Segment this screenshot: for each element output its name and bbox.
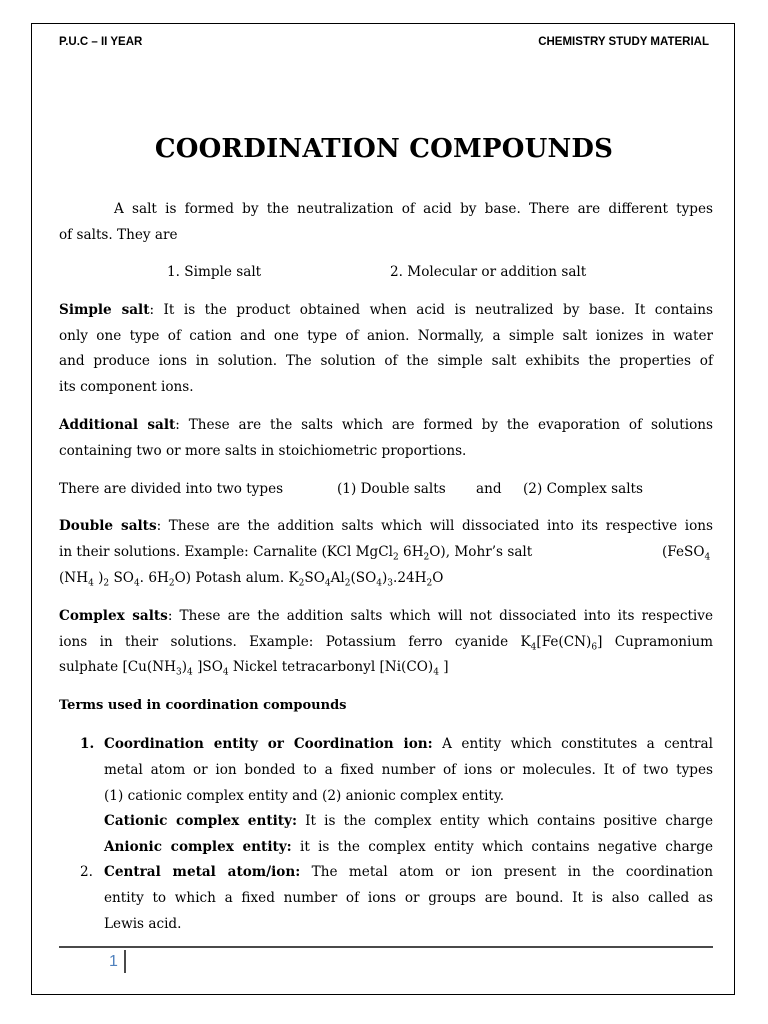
term-1-line-2: metal atom or ion bonded to a fixed number of ions or molecules. It of two types xyxy=(104,762,713,778)
simple-salt-line-1: Simple salt: It is the product obtained when acid is neutralized by base. It contains xyxy=(59,302,713,318)
term-2-line-1: Central metal atom/ion: The metal atom or ion present in the coordination xyxy=(104,864,713,880)
term-1-number: 1. xyxy=(80,736,95,752)
footer-rule xyxy=(59,946,713,948)
simple-salt-line-2: only one type of cation and one type of anion. Normally, a simple salt ionizes in water xyxy=(59,328,713,344)
divided-text: There are divided into two types xyxy=(59,481,284,497)
double-salts-mohr-formula: (FeSO$_4$ xyxy=(662,544,711,563)
divided-type-2: (2) Complex salts xyxy=(523,481,644,497)
double-salts-line-2: in their solutions. Example: Carnalite (KCl MgCl$_2$ $6H_2O$), Mohr’s salt xyxy=(59,544,533,563)
intro-line-2: of salts. They are xyxy=(59,227,178,243)
divided-type-1: (1) Double salts xyxy=(337,481,446,497)
double-salts-line-1: Double salts: These are the addition salts which will dissociated into its respective ions xyxy=(59,518,713,534)
term-1-sub-1: Cationic complex entity: It is the complex entity which contains positive charge xyxy=(104,813,714,829)
complex-salts-line-1: Complex salts: These are the addition salts which will not dissociated into its respective xyxy=(59,608,713,624)
term-1-line-3: (1) cationic complex entity and (2) anionic complex entity. xyxy=(104,788,505,804)
complex-salts-term: Complex salts xyxy=(59,608,168,624)
additional-salt-term: Additional salt xyxy=(59,417,176,433)
term-2-line-2: entity to which a fixed number of ions or groups are bound. It is also called as xyxy=(104,890,713,906)
terms-heading: Terms used in coordination compounds xyxy=(59,698,347,713)
intro-line-1: A salt is formed by the neutralization of acid by base. There are different types xyxy=(114,201,713,217)
simple-salt-line-4: its component ions. xyxy=(59,379,194,395)
term-2-number: 2. xyxy=(80,864,93,880)
additional-salt-line-1: Additional salt: These are the salts which are formed by the evaporation of solutions xyxy=(59,417,713,433)
double-salts-term: Double salts xyxy=(59,518,157,534)
complex-salts-line-2: ions in their solutions. Example: Potassium ferro cyanide $K_4[Fe(CN)_6]$ Cupramonium xyxy=(59,634,713,653)
salt-type-1: 1. Simple salt xyxy=(167,264,262,280)
divided-and: and xyxy=(476,481,502,497)
term-1-line-1: Coordination entity or Coordination ion: A entity which constitutes a central xyxy=(104,736,714,752)
page-number: 1 xyxy=(109,953,118,970)
complex-salts-line-3: sulphate [$Cu(NH_3)_4$ ]$SO_4$ Nickel tetracarbonyl [$Ni(CO)_4$ ] xyxy=(59,659,449,678)
simple-salt-line-3: and produce ions in solution. The solution of the simple salt exhibits the properties of xyxy=(59,353,713,369)
page-number-divider xyxy=(124,950,126,973)
salt-type-2: 2. Molecular or addition salt xyxy=(390,264,587,280)
double-salts-line-3: ($NH_4$ )$_2$ $SO_4$. $6H_2O$) Potash alum. $K_2SO_4Al_2(SO_4)_3.24H_2O$ xyxy=(59,570,444,589)
header-right: CHEMISTRY STUDY MATERIAL xyxy=(538,36,709,48)
term-2-line-3: Lewis acid. xyxy=(104,916,182,932)
header-left: P.U.C – II YEAR xyxy=(59,36,143,48)
term-1-sub-2: Anionic complex entity: it is the complex entity which contains negative charge xyxy=(104,839,713,855)
page-title: COORDINATION COMPOUNDS xyxy=(154,134,614,164)
simple-salt-term: Simple salt xyxy=(59,302,150,318)
additional-salt-line-2: containing two or more salts in stoichiometric proportions. xyxy=(59,443,467,459)
